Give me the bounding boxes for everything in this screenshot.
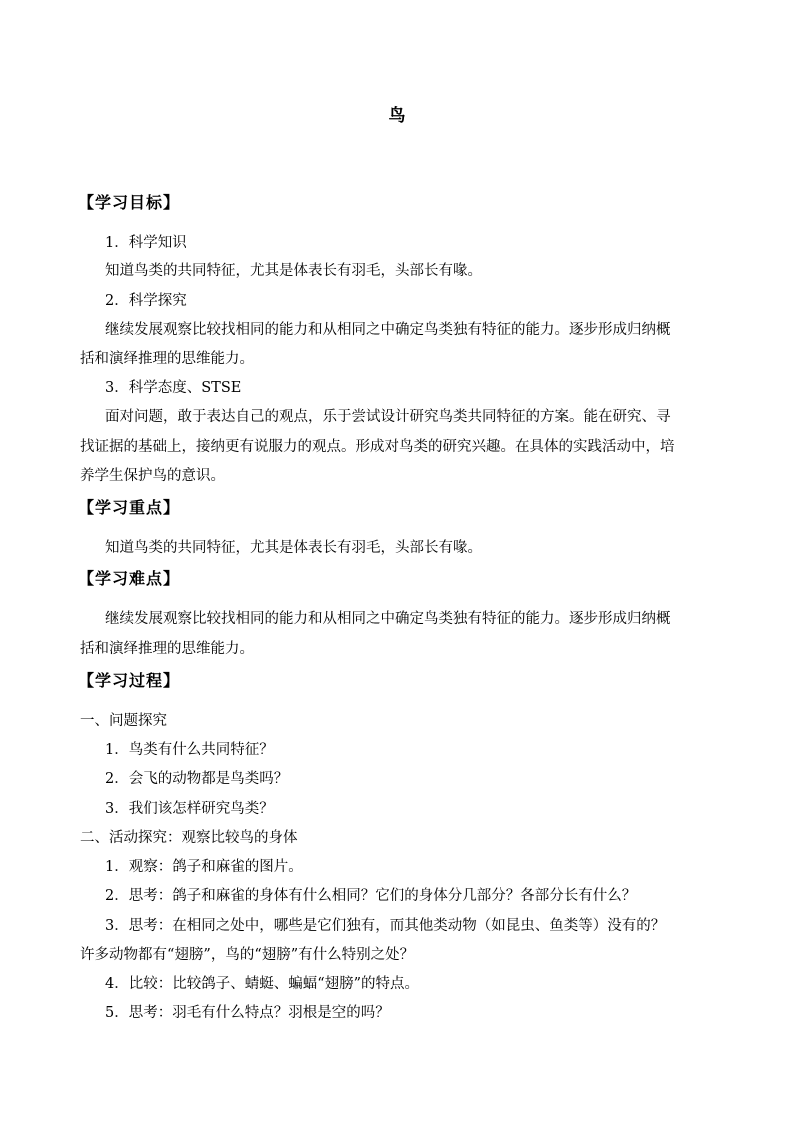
process-question-2: 2．会飞的动物都是鸟类吗？ — [105, 771, 289, 787]
key-points-text: 知道鸟类的共同特征，尤其是体表长有羽毛，头部长有喙。 — [105, 540, 482, 556]
section-heading-objectives: 【学习目标】 — [78, 193, 181, 212]
process-activity-1: 1．观察：鸽子和麻雀的图片。 — [105, 859, 303, 875]
difficulties-line-2: 括和演绎推理的思维能力。 — [80, 641, 254, 657]
section-heading-key-points: 【学习重点】 — [78, 498, 181, 517]
process-part-2: 二、活动探究：观察比较鸟的身体 — [80, 830, 298, 846]
objective-item-3-line-1: 面对问题，敢于表达自己的观点，乐于尝试设计研究鸟类共同特征的方案。能在研究、寻 — [105, 409, 671, 425]
page-title: 鸟 — [388, 106, 406, 126]
section-heading-process: 【学习过程】 — [78, 671, 181, 690]
objective-item-2-line-1: 继续发展观察比较找相同的能力和从相同之中确定鸟类独有特征的能力。逐步形成归纳概 — [105, 322, 671, 338]
section-heading-difficulties: 【学习难点】 — [78, 569, 181, 588]
objective-item-2: 2．科学探究 — [105, 293, 187, 309]
process-part-1: 一、问题探究 — [80, 713, 167, 729]
objective-item-3-line-2: 找证据的基础上，接纳更有说服力的观点。形成对鸟类的研究兴趣。在具体的实践活动中，培 — [80, 439, 675, 455]
objective-item-2-line-2: 括和演绎推理的思维能力。 — [80, 351, 254, 367]
process-activity-4: 4．比较：比较鸽子、蜻蜓、蝙蝠“翅膀”的特点。 — [105, 976, 420, 992]
process-question-1: 1．鸟类有什么共同特征？ — [105, 742, 274, 758]
process-activity-3-line-2: 许多动物都有“翅膀”，鸟的“翅膀”有什么特别之处？ — [80, 947, 415, 963]
objective-item-1-text: 知道鸟类的共同特征，尤其是体表长有羽毛，头部长有喙。 — [105, 263, 482, 279]
process-activity-2: 2．思考：鸽子和麻雀的身体有什么相同？它们的身体分几部分？各部分长有什么？ — [105, 888, 637, 904]
difficulties-line-1: 继续发展观察比较找相同的能力和从相同之中确定鸟类独有特征的能力。逐步形成归纳概 — [105, 611, 671, 627]
process-question-3: 3．我们该怎样研究鸟类？ — [105, 801, 274, 817]
objective-item-3: 3．科学态度、STSE — [105, 380, 242, 396]
objective-item-1: 1．科学知识 — [105, 235, 187, 251]
process-activity-5: 5．思考：羽毛有什么特点？羽根是空的吗？ — [105, 1005, 390, 1021]
process-activity-3-line-1: 3．思考：在相同之处中，哪些是它们独有，而其他类动物（如昆虫、鱼类等）没有的？ — [105, 918, 666, 934]
objective-item-3-line-3: 养学生保护鸟的意识。 — [80, 468, 225, 484]
